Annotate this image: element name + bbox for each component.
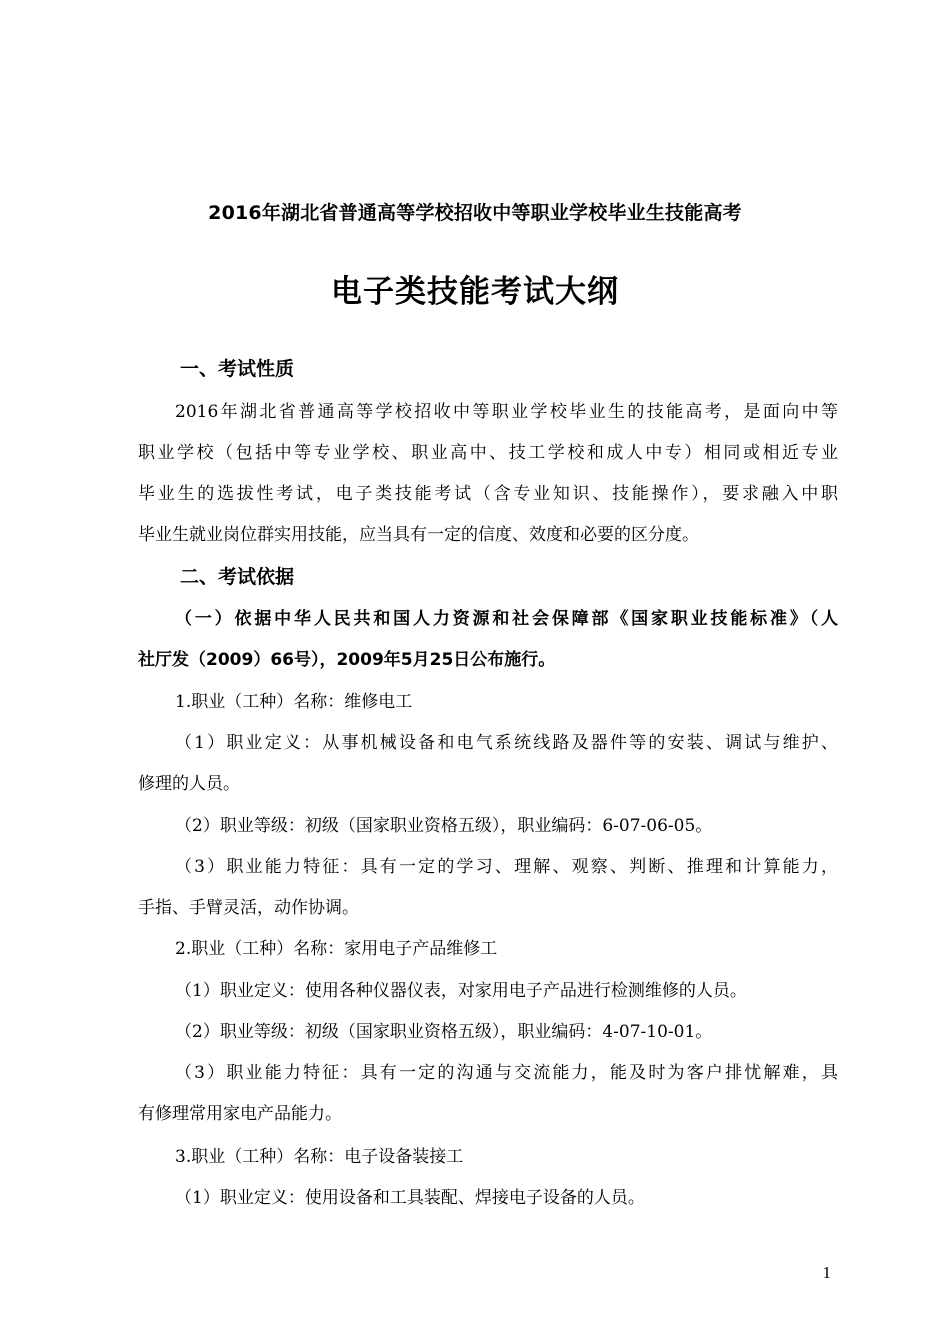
job-definition: （1）职业定义：使用设备和工具装配、焊接电子设备的人员。 [175, 1188, 645, 1208]
job-title: 3.职业（工种）名称：电子设备装接工 [175, 1147, 464, 1167]
job-level: （2）职业等级：初级（国家职业资格五级），职业编码：6-07-06-05。 [175, 816, 713, 836]
job-ability: （3）职业能力特征：具有一定的学习、理解、观察、判断、推理和计算能力， [175, 857, 838, 877]
job-ability: （3）职业能力特征：具有一定的沟通与交流能力，能及时为客户排忧解难，具 [175, 1063, 838, 1083]
subsection-line: 社厅发（2009）66号），2009年5月25日公布施行。 [138, 650, 556, 670]
job-definition: （1）职业定义：使用各种仪器仪表，对家用电子产品进行检测维修的人员。 [175, 981, 747, 1001]
page-number: 1 [822, 1263, 831, 1282]
document-title: 电子类技能考试大纲 [331, 274, 619, 310]
job-level: （2）职业等级：初级（国家职业资格五级），职业编码：4-07-10-01。 [175, 1022, 713, 1042]
job-ability: 有修理常用家电产品能力。 [138, 1104, 342, 1124]
job-title: 1.职业（工种）名称：维修电工 [175, 692, 413, 712]
job-definition: （1）职业定义：从事机械设备和电气系统线路及器件等的安装、调试与维护、 [175, 733, 838, 753]
document-subtitle: 2016年湖北省普通高等学校招收中等职业学校毕业生技能高考 [208, 202, 742, 224]
job-title: 2.职业（工种）名称：家用电子产品维修工 [175, 939, 498, 959]
section-heading-basis: 二、考试依据 [180, 566, 295, 588]
paragraph-line: 2016年湖北省普通高等学校招收中等职业学校毕业生的技能高考，是面向中等 [175, 402, 838, 422]
paragraph-line: 毕业生就业岗位群实用技能，应当具有一定的信度、效度和必要的区分度。 [138, 525, 699, 545]
job-definition: 修理的人员。 [138, 774, 240, 794]
paragraph-line: 职业学校（包括中等专业学校、职业高中、技工学校和成人中专）相同或相近专业 [138, 443, 838, 463]
subsection-line: （一）依据中华人民共和国人力资源和社会保障部《国家职业技能标准》（人 [175, 609, 838, 629]
paragraph-line: 毕业生的选拔性考试，电子类技能考试（含专业知识、技能操作），要求融入中职 [138, 484, 838, 504]
job-ability: 手指、手臂灵活，动作协调。 [138, 898, 359, 918]
section-heading-nature: 一、考试性质 [180, 358, 295, 380]
